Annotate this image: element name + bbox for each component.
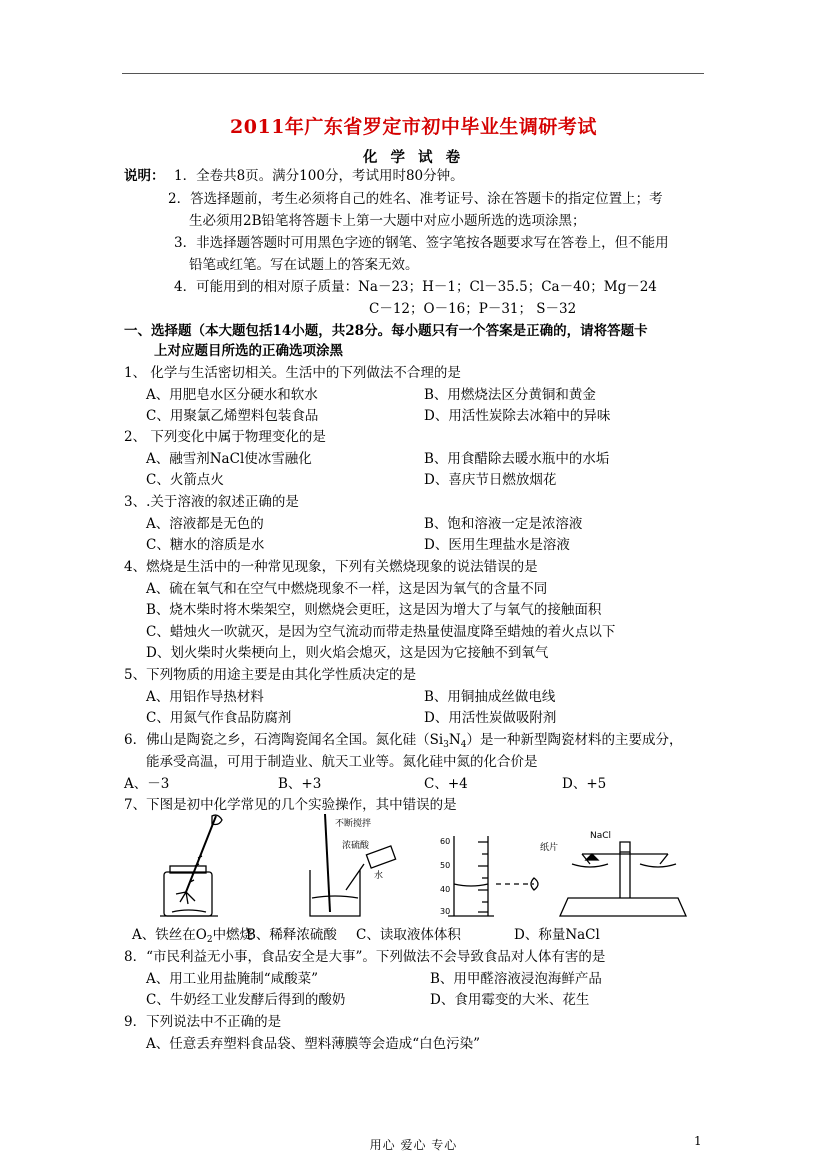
q2-option-c: C、火箭点火 — [146, 472, 224, 488]
q5-option-d: D、用活性炭做吸附剂 — [424, 710, 557, 726]
q6-stem-cont: 能承受高温，可用于制造业、航天工业等。氮化硅中氮的化合价是 — [146, 754, 538, 770]
figure-balance — [560, 842, 686, 916]
section-heading: 一、选择题（本大题包括14小题，共28分。每小题只有一个答案是正确的，请将答题卡 — [124, 323, 648, 339]
q6-stem-part1: 6．佛山是陶瓷之乡，石湾陶瓷闻名全国。氮化硅（ — [124, 732, 430, 748]
q1-option-c: C、用聚氯乙烯塑料包装食品 — [146, 408, 319, 424]
instruction-3a: 3．非选择题答题时可用黑色字迹的钢笔、签字笔按各题要求写在答卷上，但不能用 — [174, 235, 669, 251]
instruction-4b: C－12；O－16；P－31； S－32 — [369, 301, 577, 317]
q7-option-c: C、读取液体体积 — [356, 927, 461, 943]
q1-option-a: A、用肥皂水区分硬水和软水 — [146, 387, 318, 403]
label-paper: 纸片 — [540, 843, 559, 853]
q1-option-b: B、用燃烧法区分黄铜和黄金 — [424, 387, 596, 403]
q7-option-d: D、称量NaCl — [514, 927, 600, 943]
q7-option-a-sub: 2 — [206, 935, 213, 945]
q6-option-a: A、－3 — [124, 776, 170, 792]
tick-label: 30 — [440, 907, 451, 916]
q1-option-d: D、用活性炭除去冰箱中的异味 — [424, 408, 611, 424]
instruction-1: 1．全卷共8页。满分100分，考试用时80分钟。 — [174, 168, 464, 184]
q2-stem: 2、 下列变化中属于物理变化的是 — [124, 429, 326, 445]
figure-iron-wire-jar — [160, 815, 222, 916]
q6-formula-sub4: 4 — [460, 740, 467, 750]
q5-option-b: B、用铜抽成丝做电线 — [424, 689, 556, 705]
q7-option-a — [132, 926, 253, 949]
tick-label: 50 — [440, 861, 451, 870]
figure-cylinder — [448, 836, 538, 916]
q4-option-c: C、蜡烛火一吹就灭，是因为空气流动而带走热量使温度降至蜡烛的着火点以下 — [146, 624, 616, 640]
q4-option-a: A、硫在氧气和在空气中燃烧现象不一样，这是因为氧气的含量不同 — [146, 581, 548, 597]
instruction-4a: 4．可能用到的相对原子质量：Na－23；H－1；Cl－35.5；Ca－40；Mg－24 — [174, 279, 657, 295]
q8-stem: 8．“市民利益无小事，食品安全是大事”。下列做法不会导致食品对人体有害的是 — [124, 949, 606, 965]
q8-option-b: B、用甲醛溶液浸泡海鲜产品 — [430, 971, 602, 987]
q7-option-a-text: A、铁丝在O — [132, 927, 207, 943]
q3-stem: 3、.关于溶液的叙述正确的是 — [124, 494, 299, 510]
q4-option-b: B、烧木柴时将木柴架空，则燃烧会更旺，这是因为增大了与氧气的接触面积 — [146, 602, 602, 618]
tick-label: 60 — [440, 837, 451, 846]
instruction-2b: 生必须用2B铅笔将答题卡上第一大题中对应小题所选的选项涂黑； — [189, 213, 586, 229]
q4-stem: 4、燃烧是生活中的一种常见现象，下列有关燃烧现象的说法错误的是 — [124, 559, 538, 575]
q3-option-b: B、饱和溶液一定是浓溶液 — [424, 516, 583, 532]
label-conc-acid: 浓硫酸 — [342, 841, 370, 851]
instruction-2a: 2．答选择题前，考生必须将自己的姓名、准考证号、涂在答题卡的指定位置上；考 — [168, 191, 663, 207]
q6-formula-n: N — [448, 732, 461, 748]
q6-formula-sub3: 3 — [443, 740, 449, 750]
q4-option-d: D、划火柴时火柴梗向上，则火焰会熄灭，这是因为它接触不到氧气 — [146, 645, 549, 661]
q3-option-c: C、糖水的溶质是水 — [146, 537, 265, 553]
instruction-3b: 铅笔或红笔。写在试题上的答案无效。 — [189, 257, 419, 273]
q6-option-c: C、+4 — [424, 776, 468, 792]
page-footer: 用心 爱心 专心 — [369, 1138, 458, 1152]
tick-label: 40 — [440, 885, 451, 894]
exam-title: 2011年广东省罗定市初中毕业生调研考试 — [230, 116, 597, 138]
q6-option-d: D、+5 — [562, 776, 607, 792]
q2-option-d: D、喜庆节日燃放烟花 — [424, 472, 557, 488]
q9-option-a: A、任意丢弃塑料食品袋、塑料薄膜等会造成“白色污染” — [146, 1036, 481, 1052]
cylinder-tick-labels — [440, 837, 450, 916]
label-water: 水 — [374, 871, 384, 881]
q7-experiment-figures — [120, 812, 710, 924]
q6-stem-part2: ）是一种新型陶瓷材料的主要成分， — [466, 732, 683, 748]
label-stir: 不断搅拌 — [335, 819, 372, 829]
page-number: 1 — [694, 1134, 702, 1148]
q7-option-b: B、稀释浓硫酸 — [246, 927, 337, 943]
q6-formula-si: Si — [429, 732, 444, 748]
q8-option-d: D、食用霉变的大米、花生 — [430, 992, 590, 1008]
section-heading-cont: 上对应题目所选的正确选项涂黑 — [154, 343, 343, 359]
q5-option-c: C、用氮气作食品防腐剂 — [146, 710, 292, 726]
figure-dilute-acid — [310, 814, 396, 916]
q5-stem: 5、下列物质的用途主要是由其化学性质决定的是 — [124, 667, 417, 683]
q6-option-b: B、+3 — [278, 776, 322, 792]
q7-stem: 7、下图是初中化学常见的几个实验操作，其中错误的是 — [124, 797, 457, 813]
q2-option-a: A、融雪剂NaCl使冰雪融化 — [146, 451, 312, 467]
q2-option-b: B、用食醋除去暖水瓶中的水垢 — [424, 451, 610, 467]
header-rule — [122, 73, 704, 74]
q9-stem: 9．下列说法中不正确的是 — [124, 1014, 282, 1030]
q5-option-a: A、用铝作导热材料 — [146, 689, 264, 705]
q7-option-a-text2: 中燃烧 — [212, 927, 254, 943]
q3-option-a: A、溶液都是无色的 — [146, 516, 264, 532]
label-nacl: NaCl — [590, 831, 612, 841]
q8-option-c: C、牛奶经工业发酵后得到的酸奶 — [146, 992, 346, 1008]
q6-stem — [124, 731, 682, 754]
q8-option-a: A、用工业用盐腌制“咸酸菜” — [146, 971, 319, 987]
exam-subtitle: 化 学 试 卷 — [362, 149, 465, 166]
instructions-label: 说明： — [124, 168, 165, 184]
q1-stem: 1、 化学与生活密切相关。生活中的下列做法不合理的是 — [124, 365, 461, 381]
q3-option-d: D、医用生理盐水是溶液 — [424, 537, 570, 553]
